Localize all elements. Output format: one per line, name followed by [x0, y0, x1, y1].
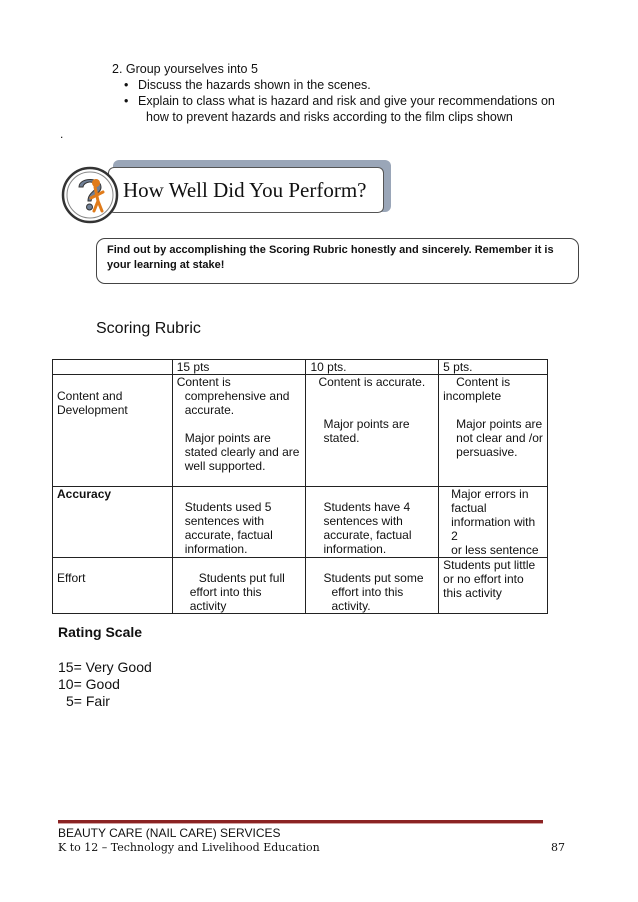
cell-text: Major points are [184, 431, 271, 445]
score-cell [439, 375, 548, 487]
score-cell [172, 558, 306, 614]
cell-text: Students put some [323, 571, 424, 585]
instruction-callout [96, 238, 579, 284]
criterion-text: Effort [57, 571, 86, 585]
criterion-cell [53, 487, 173, 558]
cell-text: sentences with [184, 514, 265, 528]
rating-scale-heading: Rating Scale [58, 624, 143, 640]
cell-text: Students have 4 [323, 500, 411, 514]
header-cell: 10 pts. [306, 360, 439, 375]
cell-text: Major points are [456, 417, 543, 431]
instructions [112, 61, 555, 125]
cell-text: Major errors in [451, 487, 529, 501]
callout-line: Find out by accomplishing the Scoring Rubric honestly and sincerely. Remember it is [107, 244, 554, 256]
cell-text [177, 417, 302, 431]
score-cell [439, 487, 548, 558]
instruction-bullet: • Discuss the hazards shown in the scenes. [112, 77, 555, 93]
cell-text: Major points are [323, 417, 410, 431]
score-cell [172, 375, 306, 487]
cell-text: Students put full [198, 571, 285, 585]
table-row [53, 558, 548, 614]
score-cell [306, 375, 439, 487]
page-number: 87 [551, 841, 565, 854]
banner-title: How Well Did You Perform? [123, 177, 367, 202]
cell-text: information. [184, 542, 248, 556]
score-cell [306, 558, 439, 614]
cell-text: persuasive. [456, 445, 518, 459]
cell-text [443, 403, 543, 417]
cell-text: stated. [323, 431, 360, 445]
cell-text: comprehensive and [184, 389, 290, 403]
question-mark-figure-icon [60, 165, 120, 225]
header-cell: 5 pts. [439, 360, 548, 375]
cell-text: accurate, factual [184, 528, 273, 542]
rating-scale-item: 15= Very Good [58, 659, 152, 675]
criterion-text: Content and [57, 389, 123, 403]
cell-text: incomplete [443, 389, 502, 403]
cell-text: Content is accurate. [318, 375, 426, 389]
header-cell [53, 360, 173, 375]
instruction-bullet-continuation: how to prevent hazards and risks according to the film clips shown [146, 110, 513, 124]
callout-line: your learning at stake! [107, 259, 225, 271]
cell-text: factual [451, 501, 487, 515]
table-row [53, 487, 548, 558]
table-row [53, 375, 548, 487]
score-cell [306, 487, 439, 558]
score-cell [172, 487, 306, 558]
score-cell [439, 558, 548, 614]
cell-text: or no effort into [443, 572, 524, 586]
instruction-step: 2. Group yourselves into 5 [112, 62, 258, 76]
table-header-row [53, 360, 548, 375]
cell-text: Students used 5 [184, 500, 272, 514]
criterion-text: Development [57, 403, 128, 417]
criterion-cell [53, 375, 173, 487]
cell-text: not clear and /or [456, 431, 543, 445]
cell-text: information. [323, 542, 387, 556]
cell-text: sentences with [323, 514, 403, 528]
cell-text [310, 403, 434, 417]
cell-text: or less sentence [451, 543, 539, 557]
rating-scale-item: 10= Good [58, 676, 120, 692]
cell-text: effort into this [331, 585, 404, 599]
header-cell: 15 pts [172, 360, 306, 375]
criterion-cell [53, 558, 173, 614]
footer-rule [58, 820, 543, 824]
cell-text: well supported. [184, 459, 266, 473]
footer-subtitle: K to 12 – Technology and Livelihood Education [58, 841, 320, 854]
cell-text: Content is [456, 375, 511, 389]
cell-text: Students put little [443, 558, 536, 572]
scoring-rubric-table [52, 359, 548, 614]
criterion-text: Accuracy [57, 487, 112, 501]
cell-text: accurate. [184, 403, 235, 417]
rating-scale-item: 5= Fair [66, 693, 110, 709]
rubric-heading: Scoring Rubric [96, 320, 201, 337]
section-banner [108, 167, 384, 213]
cell-text: stated clearly and are [184, 445, 300, 459]
rating-scale-list [58, 659, 152, 710]
cell-text: information with 2 [451, 515, 536, 543]
cell-text: activity. [331, 599, 371, 613]
cell-text: accurate, factual [323, 528, 412, 542]
cell-text: effort into this activity [189, 585, 262, 613]
stray-mark: . [60, 127, 64, 141]
footer-title: BEAUTY CARE (NAIL CARE) SERVICES [58, 826, 281, 840]
instruction-bullet: • Explain to class what is hazard and risk and give your recommendations on [112, 93, 555, 109]
cell-text: this activity [443, 586, 502, 600]
cell-text [310, 389, 434, 403]
cell-text: Content is [176, 375, 231, 389]
